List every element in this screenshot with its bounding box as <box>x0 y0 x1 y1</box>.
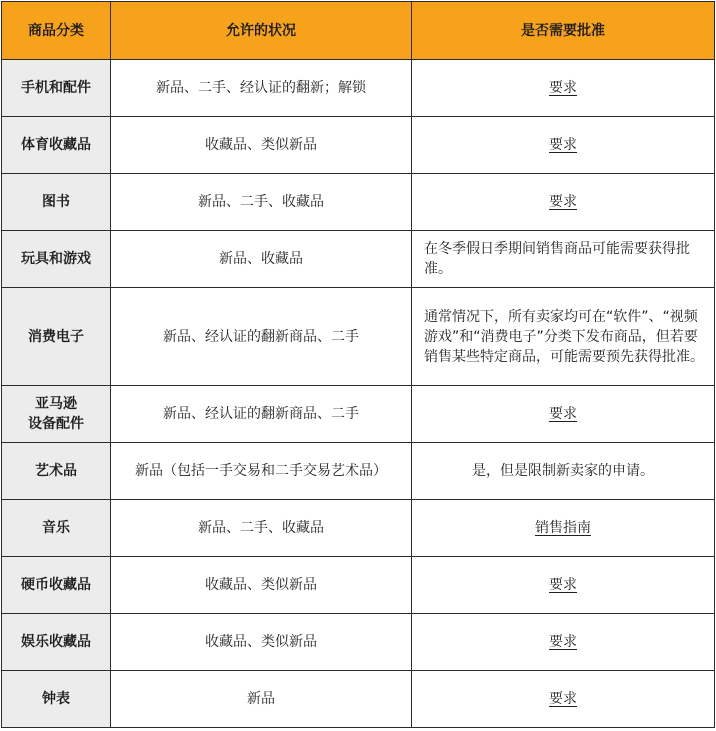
table-row <box>2 60 715 117</box>
approval-cell <box>412 614 715 671</box>
approval-note-cell: 在冬季假日季期间销售商品可能需要获得批准。 <box>412 231 715 288</box>
table-header-row <box>2 2 715 60</box>
approval-cell <box>412 671 715 728</box>
approval-link[interactable]: 要求 <box>549 137 577 153</box>
table-row <box>2 443 715 500</box>
condition-cell: 新品（包括一手交易和二手交易艺术品） <box>111 443 412 500</box>
condition-cell: 新品、经认证的翻新商品、二手 <box>111 386 412 443</box>
category-label: 亚马逊 设备配件 <box>28 396 84 432</box>
table-row <box>2 500 715 557</box>
approval-cell <box>412 117 715 174</box>
approval-note-cell: 是，但是限制新卖家的申请。 <box>412 443 715 500</box>
condition-cell: 新品、二手、经认证的翻新；解锁 <box>111 60 412 117</box>
condition-cell: 收藏品、类似新品 <box>111 614 412 671</box>
approval-cell <box>412 557 715 614</box>
condition-cell: 收藏品、类似新品 <box>111 117 412 174</box>
category-cell: 钟表 <box>2 671 111 728</box>
category-cell: 艺术品 <box>2 443 111 500</box>
sales-guide-link[interactable]: 销售指南 <box>535 520 591 536</box>
header-category: 商品分类 <box>2 2 111 60</box>
approval-cell <box>412 386 715 443</box>
category-cell: 音乐 <box>2 500 111 557</box>
condition-cell: 新品、经认证的翻新商品、二手 <box>111 288 412 386</box>
table-row <box>2 386 715 443</box>
table-row <box>2 174 715 231</box>
condition-cell: 新品 <box>111 671 412 728</box>
category-cell: 玩具和游戏 <box>2 231 111 288</box>
approval-link[interactable]: 要求 <box>549 194 577 210</box>
condition-cell: 收藏品、类似新品 <box>111 557 412 614</box>
header-condition: 允许的状况 <box>111 2 412 60</box>
approval-link[interactable]: 要求 <box>549 634 577 650</box>
approval-note-cell: 通常情况下，所有卖家均可在“软件”、“视频游戏”和“消费电子”分类下发布商品，但若要销售某些特定商品，可能需要预先获得批准。 <box>412 288 715 386</box>
condition-cell: 新品、二手、收藏品 <box>111 174 412 231</box>
category-cell: 娱乐收藏品 <box>2 614 111 671</box>
table-row <box>2 117 715 174</box>
table-row <box>2 614 715 671</box>
condition-cell: 新品、二手、收藏品 <box>111 500 412 557</box>
approval-link[interactable]: 要求 <box>549 577 577 593</box>
condition-cell: 新品、收藏品 <box>111 231 412 288</box>
table-row <box>2 288 715 386</box>
approval-link[interactable]: 要求 <box>549 80 577 96</box>
table-row <box>2 231 715 288</box>
category-cell: 硬币收藏品 <box>2 557 111 614</box>
table-row <box>2 671 715 728</box>
approval-cell <box>412 174 715 231</box>
category-cell: 体育收藏品 <box>2 117 111 174</box>
header-approval: 是否需要批准 <box>412 2 715 60</box>
approval-cell <box>412 60 715 117</box>
approval-cell <box>412 500 715 557</box>
approval-link[interactable]: 要求 <box>549 406 577 422</box>
category-cell: 图书 <box>2 174 111 231</box>
table-row <box>2 557 715 614</box>
category-approval-table <box>1 1 715 728</box>
approval-link[interactable]: 要求 <box>549 691 577 707</box>
category-cell: 手机和配件 <box>2 60 111 117</box>
category-cell <box>2 386 111 443</box>
category-cell: 消费电子 <box>2 288 111 386</box>
